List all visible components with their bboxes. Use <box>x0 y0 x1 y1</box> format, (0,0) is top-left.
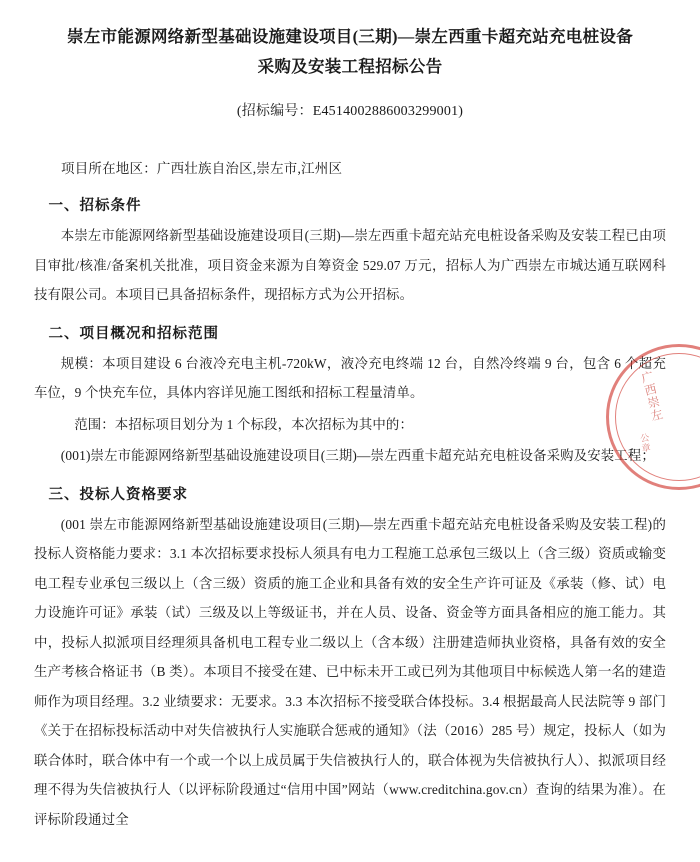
section-heading-2: 二、项目概况和招标范围 <box>48 325 219 342</box>
page-title: 崇左市能源网络新型基础设施建设项目(三期)—崇左西重卡超充站充电桩设备采购及安装工程招标公告 <box>67 27 633 76</box>
seal-text-sub: 公章 <box>638 432 652 454</box>
section-2-paragraph-3: (001)崇左市能源网络新型基础设施建设项目(三期)—崇左西重卡超充站充电桩设备采购及安装工程； <box>60 448 655 463</box>
section-1-paragraph-1: 本崇左市能源网络新型基础设施建设项目(三期)—崇左西重卡超充站充电桩设备采购及安装工程已由项目审批/核准/备案机关批准，项目资金来源为自筹资金 529.07 万元，招标人为广西崇左市城达通互联网科技有限公司。本项目已具备招标条件，现招标方式为公开招标。 <box>34 228 666 302</box>
section-heading-1: 一、招标条件 <box>48 198 142 214</box>
tender-number: (招标编号：E4514002886003299001) <box>236 104 464 119</box>
project-location: 项目所在地区：广西壮族自治区,崇左市,江州区 <box>61 161 343 176</box>
section-3-paragraph-1: (001 崇左市能源网络新型基础设施建设项目(三期)—崇左西重卡超充站充电桩设备采购及安装工程)的投标人资格能力要求：3.1 本次招标要求投标人须具有电力工程施工总承包三级以上（含三级）资质或输变电工程专业承包三级以上（含三级）资质的施工企业和具备有效的安全生产许可证及《承装（修、试）电力设施许可证》承装（试）三级及以上等级证书，并在人员、设备、资金等方面具备相应的施工能力。其中，投标人拟派项目经理须具备机电工程专业二级以上（含本级）注册建造师执业资格，具备有效的安全生产考核合格证书（B 类）。本项目不接受在建、已中标未开工或已列为其他项目中标候选人第一名的建造师作为项目经理。3.2 业绩要求：无要求。3.3 本次招标不接受联合体投标。3.4 根据最高人民法院等 9 部门《关于在招标投标活动中对失信被执行人实施联合惩戒的通知》（法（2016）285 号）规定，投标人（如为联合体时，联合体中有一个或一个以上成员属于失信被执行人的，联合体视为失信被执行人）、拟派项目经理不得为失信被执行人（以评标阶段通过“信用中国”网站（www.creditchina.gov.cn）查询的结果为准）。在评标阶段通过全 <box>34 516 666 827</box>
section-2-paragraph-1: 规模：本项目建设 6 台液冷充电主机-720kW，液冷充电终端 12 台，自然冷终端 9 台，包含 6 个超充车位，9 个快充车位，具体内容详见施工图纸和招标工程量清单。 <box>34 355 666 400</box>
section-heading-3: 三、投标人资格要求 <box>48 486 188 503</box>
seal-text-main: 广西崇左 <box>638 369 665 424</box>
section-2-paragraph-2: 范围：本招标项目划分为 1 个标段，本次招标为其中的： <box>74 416 414 432</box>
document-body <box>34 156 666 834</box>
